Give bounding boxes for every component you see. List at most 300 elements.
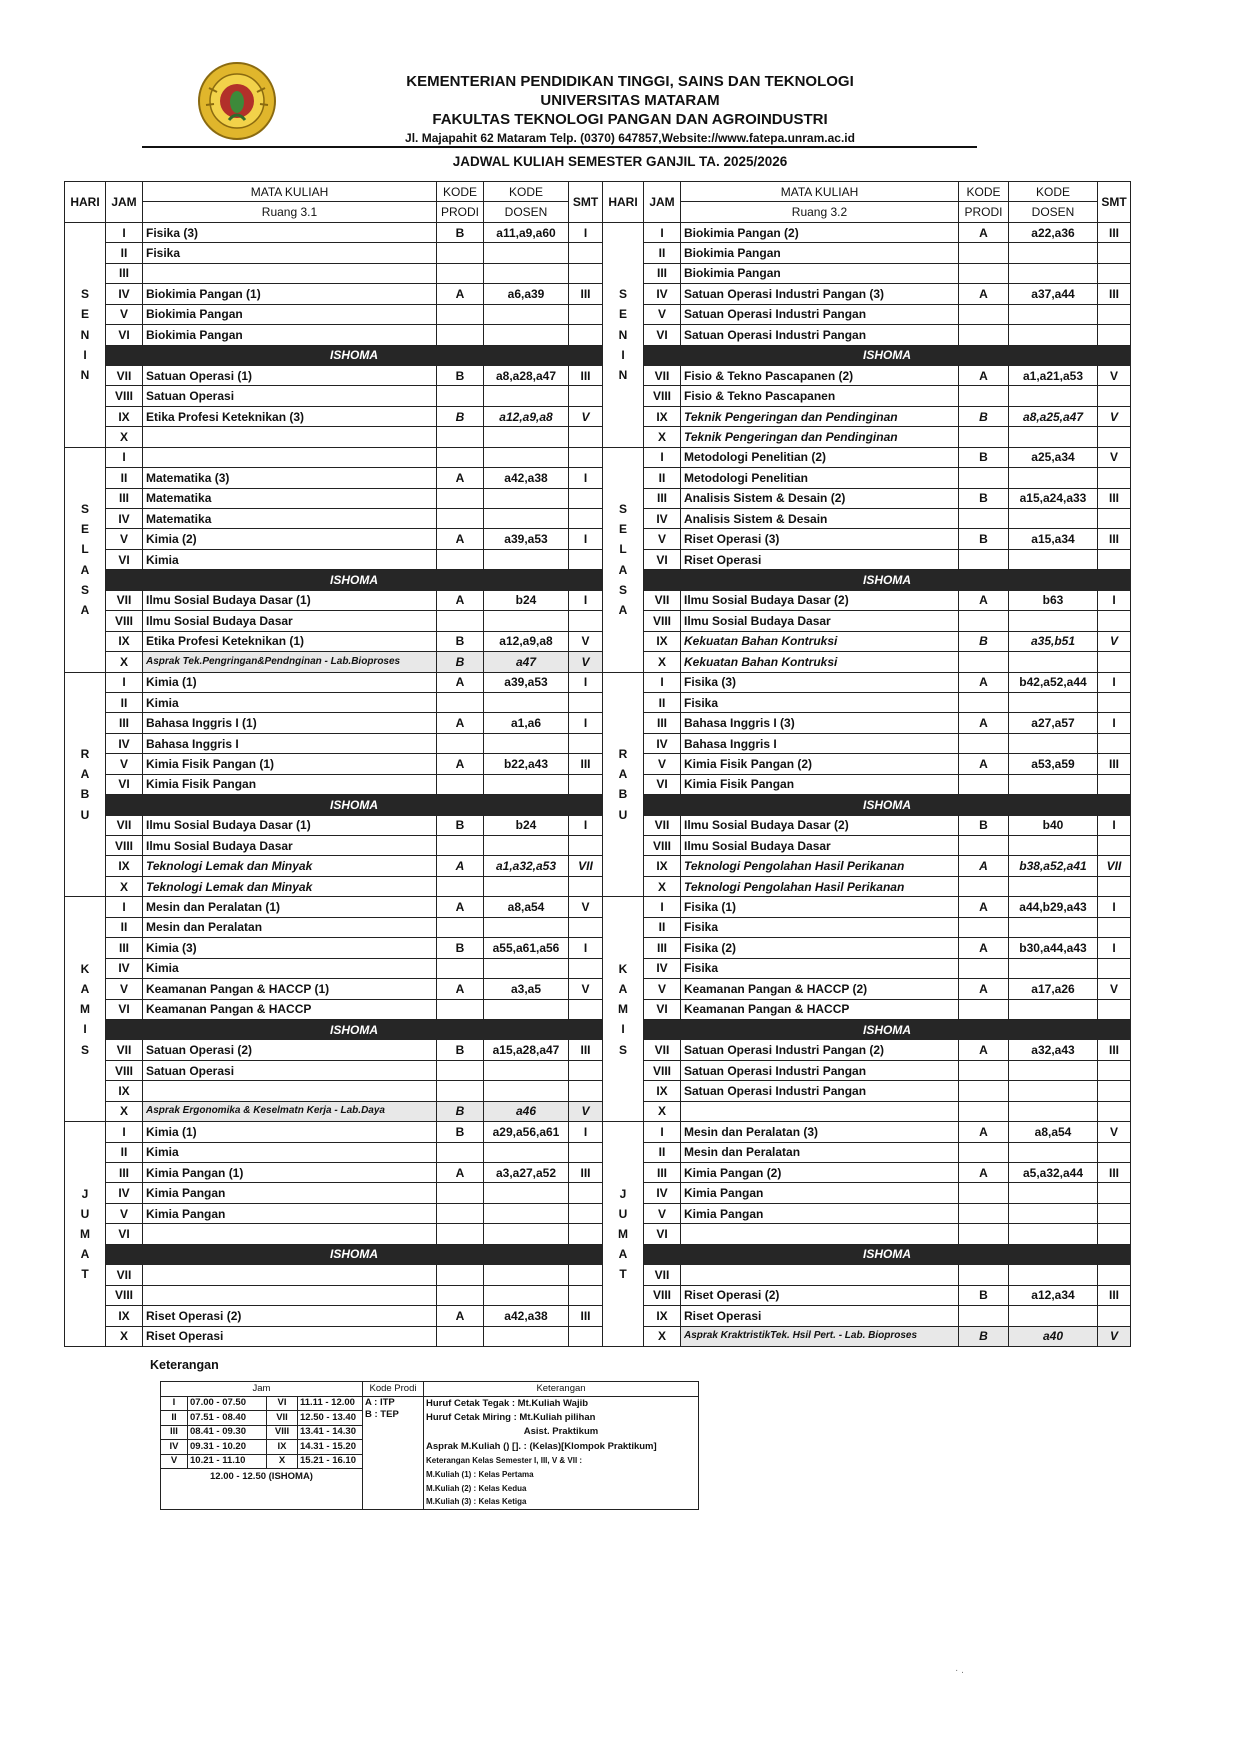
jam-cell: VI: [106, 549, 143, 569]
course-cell: Satuan Operasi: [143, 1060, 437, 1080]
jam-cell: II: [106, 692, 143, 712]
day-label: K A M I S: [65, 897, 106, 1122]
legend-kode-cell: [363, 1396, 424, 1510]
course-cell: Satuan Operasi (1): [143, 365, 437, 385]
dosen-cell: a1,a32,a53: [484, 856, 569, 876]
dosen-cell: [484, 917, 569, 937]
course-cell: Metodologi Penelitian: [681, 468, 959, 488]
jam-cell: VII: [644, 815, 681, 835]
legend-note: Huruf Cetak Miring : Mt.Kuliah pilihan: [424, 1411, 699, 1426]
prodi-cell: [959, 1142, 1009, 1162]
smt-cell: [569, 876, 603, 896]
prodi-cell: [959, 836, 1009, 856]
course-cell: Fisika: [681, 917, 959, 937]
prodi-cell: [959, 263, 1009, 283]
course-cell: Keamanan Pangan & HACCP: [681, 999, 959, 1019]
dosen-cell: a5,a32,a44: [1009, 1163, 1098, 1183]
table-row: [65, 1183, 1131, 1203]
smt-cell: [569, 304, 603, 324]
legend-time-cell: V: [161, 1454, 188, 1469]
course-cell: Kimia Fisik Pangan: [681, 774, 959, 794]
smt-cell: [569, 733, 603, 753]
ishoma-bar: ISHOMA: [106, 345, 603, 365]
table-row: [65, 917, 1131, 937]
col-dosen-left: DOSEN: [484, 202, 569, 222]
dosen-cell: [1009, 917, 1098, 937]
course-cell: Bahasa Inggris I: [143, 733, 437, 753]
jam-cell: III: [644, 713, 681, 733]
course-cell: [681, 1224, 959, 1244]
course-cell: Fisika (1): [681, 897, 959, 917]
smt-cell: I: [569, 815, 603, 835]
course-cell: Keamanan Pangan & HACCP (2): [681, 979, 959, 999]
jam-cell: VII: [644, 365, 681, 385]
prodi-cell: [437, 999, 484, 1019]
jam-cell: V: [106, 304, 143, 324]
course-cell: Fisika: [143, 243, 437, 263]
jam-cell: V: [106, 979, 143, 999]
prodi-cell: A: [959, 1163, 1009, 1183]
col-matakuliah-right: MATA KULIAH: [681, 182, 959, 202]
course-cell: Satuan Operasi: [143, 386, 437, 406]
legend-time-cell: 07.51 - 08.40: [188, 1411, 267, 1426]
smt-cell: [1098, 1183, 1131, 1203]
jam-cell: IX: [644, 631, 681, 651]
course-cell: Mesin dan Peralatan: [681, 1142, 959, 1162]
table-row: [65, 1285, 1131, 1305]
prodi-cell: A: [959, 590, 1009, 610]
document-title: JADWAL KULIAH SEMESTER GANJIL TA. 2025/2026: [452, 154, 788, 169]
prodi-cell: [437, 509, 484, 529]
course-cell: Bahasa Inggris I: [681, 733, 959, 753]
legend-jam-header: Jam: [161, 1382, 363, 1397]
dosen-cell: a55,a61,a56: [484, 938, 569, 958]
legend-note: Asist. Praktikum: [424, 1425, 699, 1440]
table-row: [65, 447, 1131, 467]
smt-cell: III: [569, 365, 603, 385]
smt-cell: [569, 263, 603, 283]
course-cell: Riset Operasi: [143, 1326, 437, 1346]
course-cell: Asprak Tek.Pengringan&Pendnginan - Lab.Bioproses: [143, 652, 437, 672]
dosen-cell: a22,a36: [1009, 222, 1098, 242]
prodi-cell: A: [959, 754, 1009, 774]
smt-cell: [1098, 304, 1131, 324]
smt-cell: [1098, 549, 1131, 569]
prodi-cell: A: [437, 713, 484, 733]
course-cell: Ilmu Sosial Budaya Dasar: [681, 836, 959, 856]
prodi-cell: B: [959, 488, 1009, 508]
dosen-cell: [1009, 304, 1098, 324]
dosen-cell: a12,a9,a8: [484, 406, 569, 426]
dosen-cell: [484, 958, 569, 978]
prodi-cell: [437, 304, 484, 324]
dosen-cell: [484, 836, 569, 856]
table-row: [65, 652, 1131, 672]
course-cell: Fisika (3): [681, 672, 959, 692]
smt-cell: [569, 774, 603, 794]
jam-cell: IV: [106, 958, 143, 978]
smt-cell: [569, 1081, 603, 1101]
day-label: J U M A T: [603, 1122, 644, 1347]
course-cell: Kimia Pangan: [681, 1183, 959, 1203]
course-cell: Teknologi Lemak dan Minyak: [143, 876, 437, 896]
dosen-cell: [1009, 999, 1098, 1019]
prodi-cell: [959, 243, 1009, 263]
smt-cell: [1098, 325, 1131, 345]
smt-cell: [1098, 427, 1131, 447]
dosen-cell: [1009, 427, 1098, 447]
table-row: [65, 774, 1131, 794]
course-cell: Etika Profesi Keteknikan (3): [143, 406, 437, 426]
jam-cell: VIII: [106, 611, 143, 631]
smt-cell: V: [1098, 447, 1131, 467]
dosen-cell: a1,a21,a53: [1009, 365, 1098, 385]
table-row: [65, 979, 1131, 999]
smt-cell: I: [569, 938, 603, 958]
course-cell: Keamanan Pangan & HACCP: [143, 999, 437, 1019]
legend-time-cell: IX: [267, 1440, 298, 1455]
jam-cell: VIII: [644, 386, 681, 406]
ishoma-bar: ISHOMA: [644, 1019, 1131, 1039]
jam-cell: VII: [106, 815, 143, 835]
jam-cell: X: [106, 427, 143, 447]
jam-cell: I: [106, 222, 143, 242]
dosen-cell: [484, 733, 569, 753]
course-cell: Kimia Pangan: [681, 1203, 959, 1223]
prodi-cell: B: [437, 365, 484, 385]
course-cell: Analisis Sistem & Desain: [681, 509, 959, 529]
course-cell: Mesin dan Peralatan: [143, 917, 437, 937]
course-cell: Fisika: [681, 692, 959, 712]
dosen-cell: [484, 263, 569, 283]
legend-note: Huruf Cetak Tegak : Mt.Kuliah Wajib: [424, 1396, 699, 1411]
dosen-cell: [484, 1265, 569, 1285]
dosen-cell: [484, 692, 569, 712]
prodi-cell: [959, 427, 1009, 447]
jam-cell: II: [106, 1142, 143, 1162]
table-row: [65, 692, 1131, 712]
prodi-cell: [959, 1265, 1009, 1285]
dosen-cell: a17,a26: [1009, 979, 1098, 999]
prodi-cell: [959, 958, 1009, 978]
course-cell: Satuan Operasi Industri Pangan: [681, 304, 959, 324]
course-cell: Kimia: [143, 692, 437, 712]
legend-time-cell: II: [161, 1411, 188, 1426]
dosen-cell: a15,a28,a47: [484, 1040, 569, 1060]
legend-time-cell: 08.41 - 09.30: [188, 1425, 267, 1440]
table-row: [65, 1142, 1131, 1162]
course-cell: Matematika (3): [143, 468, 437, 488]
jam-cell: VII: [106, 590, 143, 610]
jam-cell: X: [106, 1101, 143, 1121]
smt-cell: III: [569, 284, 603, 304]
legend-time-cell: VII: [267, 1411, 298, 1426]
table-row: [65, 243, 1131, 263]
course-cell: Asprak Ergonomika & Keselmatn Kerja - Lab.Daya: [143, 1101, 437, 1121]
smt-cell: [569, 488, 603, 508]
course-cell: Asprak KraktristikTek. Hsil Pert. - Lab. Bioproses: [681, 1326, 959, 1346]
smt-cell: [1098, 611, 1131, 631]
jam-cell: I: [644, 222, 681, 242]
course-cell: Fisio & Tekno Pascapanen (2): [681, 365, 959, 385]
prodi-cell: B: [437, 1040, 484, 1060]
dosen-cell: [484, 243, 569, 263]
dosen-cell: [484, 386, 569, 406]
prodi-cell: [437, 611, 484, 631]
smt-cell: [1098, 1081, 1131, 1101]
legend-time-cell: VI: [267, 1396, 298, 1411]
table-row: [65, 509, 1131, 529]
jam-cell: IV: [644, 958, 681, 978]
prodi-cell: B: [959, 1326, 1009, 1346]
dosen-cell: a27,a57: [1009, 713, 1098, 733]
smt-cell: V: [569, 631, 603, 651]
table-row: [65, 468, 1131, 488]
legend-ishoma-time: 12.00 - 12.50 (ISHOMA): [161, 1469, 363, 1510]
dosen-cell: [1009, 652, 1098, 672]
table-row: [65, 1019, 1131, 1039]
day-label: R A B U: [603, 672, 644, 897]
jam-cell: VIII: [106, 1285, 143, 1305]
jam-cell: III: [106, 713, 143, 733]
ishoma-bar: ISHOMA: [644, 570, 1131, 590]
prodi-cell: A: [959, 979, 1009, 999]
table-row: [65, 345, 1131, 365]
prodi-cell: A: [959, 222, 1009, 242]
jam-cell: VII: [644, 1265, 681, 1285]
course-cell: Kimia Fisik Pangan (1): [143, 754, 437, 774]
dosen-cell: a42,a38: [484, 1306, 569, 1326]
dosen-cell: a53,a59: [1009, 754, 1098, 774]
course-cell: Fisika: [681, 958, 959, 978]
dosen-cell: [1009, 1224, 1098, 1244]
smt-cell: I: [1098, 672, 1131, 692]
col-jam-left: JAM: [106, 182, 143, 223]
jam-cell: VII: [644, 590, 681, 610]
prodi-cell: [437, 917, 484, 937]
prodi-cell: [959, 549, 1009, 569]
prodi-cell: [437, 386, 484, 406]
jam-cell: VI: [106, 774, 143, 794]
jam-cell: IX: [644, 1306, 681, 1326]
dosen-cell: a15,a24,a33: [1009, 488, 1098, 508]
prodi-cell: [437, 876, 484, 896]
dosen-cell: [1009, 733, 1098, 753]
smt-cell: [569, 1285, 603, 1305]
jam-cell: IV: [106, 1183, 143, 1203]
jam-cell: I: [644, 897, 681, 917]
dosen-cell: b40: [1009, 815, 1098, 835]
course-cell: Matematika: [143, 509, 437, 529]
jam-cell: VIII: [644, 611, 681, 631]
smt-cell: [1098, 692, 1131, 712]
table-row: [65, 406, 1131, 426]
prodi-cell: [437, 1203, 484, 1223]
table-row: [65, 1081, 1131, 1101]
table-row: [65, 897, 1131, 917]
jam-cell: II: [644, 243, 681, 263]
course-cell: Fisio & Tekno Pascapanen: [681, 386, 959, 406]
table-row: [65, 1122, 1131, 1142]
prodi-cell: [437, 263, 484, 283]
smt-cell: [569, 958, 603, 978]
jam-cell: VI: [644, 774, 681, 794]
prodi-cell: [959, 876, 1009, 896]
prodi-cell: [959, 1101, 1009, 1121]
smt-cell: III: [1098, 1163, 1131, 1183]
dosen-cell: [484, 304, 569, 324]
smt-cell: [569, 447, 603, 467]
legend-ket-header: Keterangan: [424, 1382, 699, 1397]
dosen-cell: [1009, 386, 1098, 406]
dosen-cell: a47: [484, 652, 569, 672]
jam-cell: IV: [106, 733, 143, 753]
dosen-cell: [484, 427, 569, 447]
jam-cell: III: [644, 938, 681, 958]
smt-cell: [1098, 1060, 1131, 1080]
smt-cell: [569, 549, 603, 569]
dosen-cell: a25,a34: [1009, 447, 1098, 467]
col-kode-dosen-left: KODE: [484, 182, 569, 202]
jam-cell: IV: [644, 284, 681, 304]
course-cell: Kimia: [143, 1142, 437, 1162]
course-cell: Satuan Operasi Industri Pangan: [681, 1081, 959, 1101]
course-cell: Biokimia Pangan (1): [143, 284, 437, 304]
dosen-cell: a3,a5: [484, 979, 569, 999]
smt-cell: I: [569, 468, 603, 488]
prodi-cell: [437, 1285, 484, 1305]
prodi-cell: A: [959, 284, 1009, 304]
header-rule: [142, 146, 977, 148]
smt-cell: I: [569, 222, 603, 242]
jam-cell: IX: [644, 1081, 681, 1101]
ishoma-bar: ISHOMA: [644, 1244, 1131, 1264]
smt-cell: I: [569, 713, 603, 733]
dosen-cell: [1009, 1142, 1098, 1162]
course-cell: Fisika (2): [681, 938, 959, 958]
smt-cell: I: [1098, 713, 1131, 733]
table-row: [65, 222, 1131, 242]
col-dosen-right: DOSEN: [1009, 202, 1098, 222]
legend-time-cell: 15.21 - 16.10: [298, 1454, 363, 1469]
prodi-cell: A: [437, 468, 484, 488]
course-cell: Mesin dan Peralatan (1): [143, 897, 437, 917]
col-kode-dosen-right: KODE: [1009, 182, 1098, 202]
dosen-cell: [484, 1060, 569, 1080]
dosen-cell: a39,a53: [484, 672, 569, 692]
legend-row: [161, 1396, 699, 1411]
jam-cell: III: [644, 263, 681, 283]
prodi-cell: B: [959, 1285, 1009, 1305]
prodi-cell: A: [437, 1306, 484, 1326]
ishoma-bar: ISHOMA: [106, 1244, 603, 1264]
course-cell: Kimia Pangan (1): [143, 1163, 437, 1183]
col-kode-prodi-right: KODE: [959, 182, 1009, 202]
col-hari-right: HARI: [603, 182, 644, 223]
course-cell: [681, 1101, 959, 1121]
course-cell: Biokimia Pangan: [143, 304, 437, 324]
dosen-cell: [484, 1203, 569, 1223]
smt-cell: III: [1098, 1285, 1131, 1305]
course-cell: Riset Operasi (2): [143, 1306, 437, 1326]
smt-cell: [1098, 1306, 1131, 1326]
table-row: [65, 1203, 1131, 1223]
day-label: J U M A T: [65, 1122, 106, 1347]
table-row: [65, 1224, 1131, 1244]
smt-cell: [569, 509, 603, 529]
dosen-cell: [1009, 325, 1098, 345]
table-row: [65, 549, 1131, 569]
jam-cell: VIII: [644, 836, 681, 856]
course-cell: Kimia (3): [143, 938, 437, 958]
jam-cell: X: [644, 1101, 681, 1121]
jam-cell: II: [106, 243, 143, 263]
course-cell: [681, 1265, 959, 1285]
smt-cell: [1098, 876, 1131, 896]
dosen-cell: a46: [484, 1101, 569, 1121]
dosen-cell: b63: [1009, 590, 1098, 610]
jam-cell: V: [106, 1203, 143, 1223]
prodi-cell: B: [437, 652, 484, 672]
jam-cell: IV: [106, 284, 143, 304]
prodi-cell: [437, 1142, 484, 1162]
legend-time-cell: 11.11 - 12.00: [298, 1396, 363, 1411]
legend-time-cell: 13.41 - 14.30: [298, 1425, 363, 1440]
dosen-cell: b24: [484, 590, 569, 610]
dosen-cell: [1009, 1060, 1098, 1080]
prodi-cell: [959, 652, 1009, 672]
dosen-cell: a44,b29,a43: [1009, 897, 1098, 917]
jam-cell: II: [106, 468, 143, 488]
legend-time-cell: X: [267, 1454, 298, 1469]
prodi-cell: [959, 1203, 1009, 1223]
legend-time-cell: 09.31 - 10.20: [188, 1440, 267, 1455]
table-row: [65, 1060, 1131, 1080]
course-cell: Ilmu Sosial Budaya Dasar (1): [143, 815, 437, 835]
dosen-cell: a8,a54: [1009, 1122, 1098, 1142]
jam-cell: IX: [644, 406, 681, 426]
dosen-cell: [484, 1183, 569, 1203]
dosen-cell: a15,a34: [1009, 529, 1098, 549]
jam-cell: IX: [106, 856, 143, 876]
legend-kode-item: B : TEP: [365, 1408, 399, 1420]
prodi-cell: A: [437, 529, 484, 549]
prodi-cell: [437, 733, 484, 753]
course-cell: Ilmu Sosial Budaya Dasar (2): [681, 815, 959, 835]
prodi-cell: A: [959, 365, 1009, 385]
table-row: [65, 325, 1131, 345]
table-row: [65, 938, 1131, 958]
prodi-cell: [437, 774, 484, 794]
prodi-cell: [959, 1224, 1009, 1244]
smt-cell: [1098, 917, 1131, 937]
dosen-cell: [484, 447, 569, 467]
day-label: S E N I N: [65, 222, 106, 447]
legend-note: M.Kuliah (1) : Kelas Pertama: [424, 1469, 699, 1483]
jam-cell: V: [644, 304, 681, 324]
smt-cell: [569, 1060, 603, 1080]
jam-cell: V: [106, 529, 143, 549]
course-cell: Satuan Operasi Industri Pangan (3): [681, 284, 959, 304]
smt-cell: [569, 243, 603, 263]
course-cell: Metodologi Penelitian (2): [681, 447, 959, 467]
smt-cell: [569, 386, 603, 406]
day-label: S E L A S A: [65, 447, 106, 672]
dosen-cell: [1009, 1081, 1098, 1101]
smt-cell: [1098, 263, 1131, 283]
jam-cell: VII: [106, 365, 143, 385]
course-cell: Etika Profesi Keteknikan (1): [143, 631, 437, 651]
